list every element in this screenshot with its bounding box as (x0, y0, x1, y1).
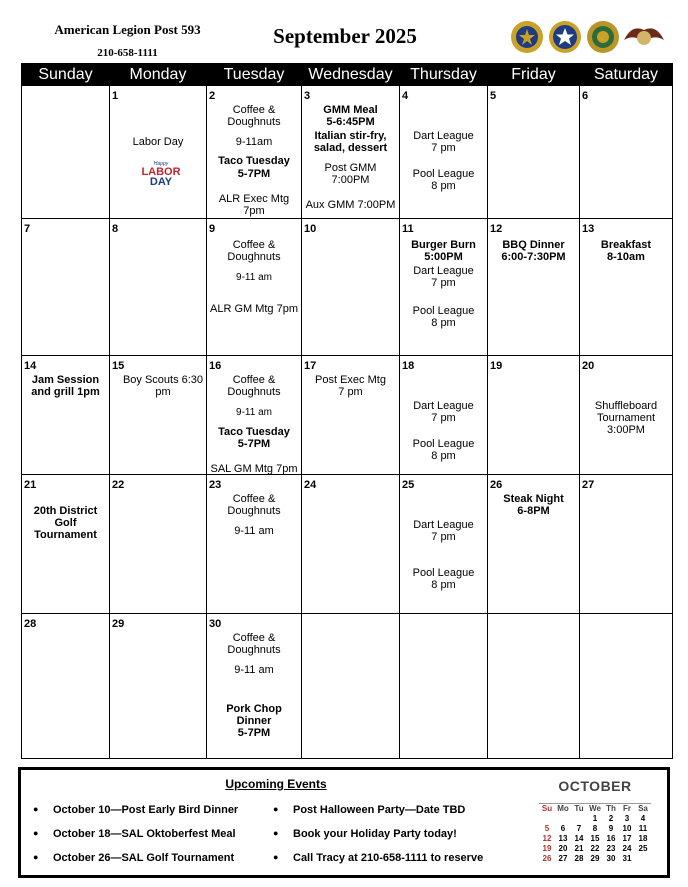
event-line: Dart League (413, 130, 474, 142)
weekday-header-row (22, 64, 673, 86)
day-cell (488, 475, 580, 614)
day-cell (110, 356, 207, 475)
event-line: 8-10am (607, 251, 645, 263)
mini-calendar-title: OCTOBER (558, 778, 632, 794)
day-number: 1 (112, 90, 119, 102)
day-cell (580, 356, 673, 475)
event-line: Coffee & (232, 374, 276, 386)
day-cell (110, 475, 207, 614)
day-cell (207, 614, 302, 759)
labor-logo-big2: DAY (149, 176, 173, 188)
event-line: Tournament (596, 412, 656, 424)
event-line: 6-8PM (517, 505, 550, 517)
upcoming-item: ● Post Halloween Party—Date TBD (273, 804, 483, 828)
mini-day: 25 (638, 844, 648, 853)
week-row (22, 614, 673, 759)
weekday-thursday: Thursday (400, 64, 488, 86)
day-number: 24 (304, 479, 317, 491)
event-line: Coffee & (232, 493, 276, 505)
weekday-wednesday: Wednesday (302, 64, 400, 86)
mini-weekday: Su (541, 804, 553, 813)
mini-day: 19 (542, 844, 552, 853)
mini-weekday: We (589, 804, 601, 813)
day-cell (488, 219, 580, 356)
upcoming-item: ● Call Tracy at 210-658-1111 to reserve (273, 852, 483, 876)
event-line: 7 pm (431, 531, 456, 543)
event-line: Taco Tuesday (218, 426, 290, 438)
mini-weekday: Fr (623, 804, 631, 813)
org-phone: 210-658-1111 (97, 47, 158, 59)
event-line: 8 pm (431, 180, 456, 192)
mini-day: 28 (574, 854, 584, 863)
day-cell (302, 356, 400, 475)
day-cell (207, 86, 302, 219)
day-cell (580, 614, 673, 759)
day-number: 25 (402, 479, 415, 491)
day-cell (207, 356, 302, 475)
event-line: Pork Chop (226, 703, 282, 715)
event-line: 9-11 am (234, 664, 274, 676)
event-line: Steak Night (503, 493, 564, 505)
event-line: Coffee & (232, 239, 276, 251)
mini-day: 15 (590, 834, 600, 843)
event-line: 8 pm (431, 317, 456, 329)
weekday-friday: Friday (488, 64, 580, 86)
mini-day: 21 (574, 844, 584, 853)
event-line: 7pm (243, 205, 265, 217)
weekday-saturday: Saturday (580, 64, 673, 86)
day-cell (207, 219, 302, 356)
day-number: 8 (112, 223, 119, 235)
event-line: Dinner (236, 715, 272, 727)
mini-day: 17 (622, 834, 632, 843)
mini-day: 26 (542, 854, 552, 863)
week-row (22, 356, 673, 475)
mini-day: 31 (622, 854, 632, 863)
mini-day: 20 (558, 844, 568, 853)
event-line: 9-11 am (234, 525, 274, 537)
day-number: 19 (490, 360, 503, 372)
event-line: GMM Meal (323, 104, 378, 116)
mini-day (555, 814, 571, 824)
day-number: 17 (304, 360, 317, 372)
day-cell (110, 614, 207, 759)
upcoming-list-left (33, 804, 238, 876)
labor-logo-small: Happy (153, 161, 169, 167)
day-number: 21 (24, 479, 37, 491)
day-number: 26 (490, 479, 503, 491)
day-number: 12 (490, 223, 503, 235)
day-cell (22, 219, 110, 356)
mini-day: 13 (558, 834, 568, 843)
mini-day: 2 (608, 814, 614, 823)
event-line: 3:00PM (607, 424, 645, 436)
event-line: Italian stir-fry, (314, 130, 387, 142)
mini-day: 23 (606, 844, 616, 853)
event-line: Jam Session (31, 374, 100, 386)
mini-day: 11 (638, 824, 648, 833)
mini-day: 1 (592, 814, 598, 823)
event-line: Post Exec Mtg (315, 374, 386, 386)
event-labor-day: Labor Day (132, 136, 184, 148)
upcoming-item: ● October 18—SAL Oktoberfest Meal (33, 828, 238, 852)
event-line: ALR Exec Mtg (218, 193, 290, 205)
legion-emblem-icon (510, 20, 544, 54)
day-cell (22, 356, 110, 475)
upcoming-item: ● Book your Holiday Party today! (273, 828, 483, 852)
day-number: 22 (112, 479, 125, 491)
event-line: Doughnuts (227, 116, 281, 128)
day-cell (488, 356, 580, 475)
mini-calendar-week (539, 814, 651, 824)
mini-day: 18 (638, 834, 648, 843)
labor-day-logo (135, 161, 187, 191)
day-cell (302, 475, 400, 614)
day-number: 4 (402, 90, 409, 102)
mini-day: 16 (606, 834, 616, 843)
event-line: 8 pm (431, 579, 456, 591)
mini-day (635, 854, 651, 864)
day-cell (207, 475, 302, 614)
day-cell (22, 614, 110, 759)
mini-calendar-weekdays (539, 804, 651, 814)
page-title: September 2025 (273, 24, 417, 48)
day-cell (110, 219, 207, 356)
mini-day: 6 (560, 824, 566, 833)
event-line: and grill 1pm (31, 386, 100, 398)
mini-day: 30 (606, 854, 616, 863)
day-number: 3 (304, 90, 311, 102)
event-line: Coffee & (232, 104, 276, 116)
mini-calendar-week (539, 834, 651, 844)
day-number: 23 (209, 479, 222, 491)
event-line: 7 pm (338, 386, 363, 398)
labor-logo-big1: LABOR (141, 166, 181, 178)
day-cell (580, 475, 673, 614)
event-line: Dart League (413, 519, 474, 531)
event-line: Pool League (412, 438, 475, 450)
day-cell (22, 475, 110, 614)
event-line: Dart League (413, 265, 474, 277)
event-line: Doughnuts (227, 644, 281, 656)
event-line: 8 pm (431, 450, 456, 462)
event-line: Doughnuts (227, 386, 281, 398)
event-line: salad, dessert (313, 142, 388, 154)
day-cell (488, 86, 580, 219)
mini-day: 8 (592, 824, 598, 833)
mini-day: 12 (542, 834, 552, 843)
event-line: 5-7PM (237, 168, 271, 180)
day-number: 28 (24, 618, 37, 630)
event-line: Taco Tuesday (218, 155, 290, 167)
mini-calendar-week (539, 844, 651, 854)
event-line: Doughnuts (227, 505, 281, 517)
day-number: 7 (24, 223, 31, 235)
day-number: 9 (209, 223, 216, 235)
event-line: 7:00PM (331, 174, 370, 186)
event-line: 6:00-7:30PM (501, 251, 566, 263)
mini-weekday: Tu (574, 804, 584, 813)
event-line: Post GMM (324, 162, 377, 174)
event-line: Golf (54, 517, 77, 529)
weekday-monday: Monday (110, 64, 207, 86)
mini-weekday: Mo (557, 804, 569, 813)
auxiliary-emblem-icon (548, 20, 582, 54)
event-line: Pool League (412, 168, 475, 180)
event-line: Tournament (34, 529, 97, 541)
day-number: 2 (209, 90, 216, 102)
event-line: 9-11 am (236, 407, 272, 418)
event-line: SAL GM Mtg 7pm (210, 463, 298, 475)
event-line: 5-7PM (237, 438, 271, 450)
day-cell (580, 219, 673, 356)
day-number: 15 (112, 360, 125, 372)
day-number: 5 (490, 90, 497, 102)
event-line: 7 pm (431, 142, 456, 154)
mini-day: 27 (558, 854, 568, 863)
mini-day: 5 (544, 824, 550, 833)
day-cell (302, 614, 400, 759)
upcoming-item: ● October 26—SAL Golf Tournament (33, 852, 238, 876)
day-cell (400, 219, 488, 356)
mini-calendar-week (539, 824, 651, 834)
event-line: ALR GM Mtg 7pm (209, 303, 299, 315)
mini-day: 24 (622, 844, 632, 853)
mini-day (571, 814, 587, 824)
event-line: Aux GMM 7:00PM (305, 199, 396, 211)
day-cell (580, 86, 673, 219)
event-line: pm (155, 386, 171, 398)
mini-calendar-grid (539, 803, 651, 864)
event-line: Boy Scouts 6:30 (122, 374, 204, 386)
event-line: Burger Burn (411, 239, 476, 251)
event-line: Doughnuts (227, 251, 281, 263)
event-line: Breakfast (600, 239, 652, 251)
upcoming-list-right (273, 804, 483, 876)
day-number: 29 (112, 618, 125, 630)
sal-emblem-icon (586, 20, 620, 54)
mini-day: 9 (608, 824, 614, 833)
event-line: 9-11 am (236, 272, 272, 283)
weekday-sunday: Sunday (22, 64, 110, 86)
mini-day: 14 (574, 834, 584, 843)
day-number: 30 (209, 618, 222, 630)
day-cell (400, 86, 488, 219)
day-cell (22, 86, 110, 219)
day-cell (400, 356, 488, 475)
event-line: 5:00PM (424, 251, 463, 263)
day-number: 10 (304, 223, 317, 235)
legion-riders-emblem-icon (622, 20, 666, 54)
week-row (22, 475, 673, 614)
day-cell (302, 219, 400, 356)
day-cell (302, 86, 400, 219)
mini-day: 4 (640, 814, 646, 823)
upcoming-events-title: Upcoming Events (225, 777, 327, 791)
mini-day: 10 (622, 824, 632, 833)
event-line: 7 pm (431, 277, 456, 289)
weekday-tuesday: Tuesday (207, 64, 302, 86)
day-cell (110, 86, 207, 219)
day-number: 14 (24, 360, 37, 372)
mini-calendar-october (539, 778, 651, 864)
org-name: American Legion Post 593 (54, 22, 201, 37)
day-number: 13 (582, 223, 595, 235)
week-row (22, 86, 673, 219)
event-line: 9-11am (235, 136, 273, 148)
emblem-row (510, 20, 680, 60)
event-line: 5-6:45PM (326, 116, 375, 128)
event-line: Coffee & (232, 632, 276, 644)
event-line: Dart League (413, 400, 474, 412)
event-line: 7 pm (431, 412, 456, 424)
upcoming-events-box (18, 767, 670, 878)
day-number: 16 (209, 360, 222, 372)
day-cell (400, 614, 488, 759)
calendar-grid (21, 63, 673, 759)
mini-day (539, 814, 555, 824)
mini-day: 7 (576, 824, 582, 833)
mini-day: 22 (590, 844, 600, 853)
event-line: Shuffleboard (594, 400, 658, 412)
day-cell (488, 614, 580, 759)
day-number: 18 (402, 360, 415, 372)
day-number: 20 (582, 360, 595, 372)
week-row (22, 219, 673, 356)
post-header (0, 22, 255, 59)
upcoming-item: ● October 10—Post Early Bird Dinner (33, 804, 238, 828)
day-cell (400, 475, 488, 614)
event-line: BBQ Dinner (502, 239, 565, 251)
event-line: 20th District (33, 505, 98, 517)
mini-day: 3 (624, 814, 630, 823)
event-line: 5-7PM (237, 727, 271, 739)
mini-day: 29 (590, 854, 600, 863)
day-number: 6 (582, 90, 589, 102)
event-line: Pool League (412, 305, 475, 317)
day-number: 11 (402, 223, 414, 235)
mini-weekday: Sa (638, 804, 648, 813)
mini-calendar-week (539, 854, 651, 864)
day-number: 27 (582, 479, 595, 491)
event-line: Pool League (412, 567, 475, 579)
mini-weekday: Th (606, 804, 616, 813)
